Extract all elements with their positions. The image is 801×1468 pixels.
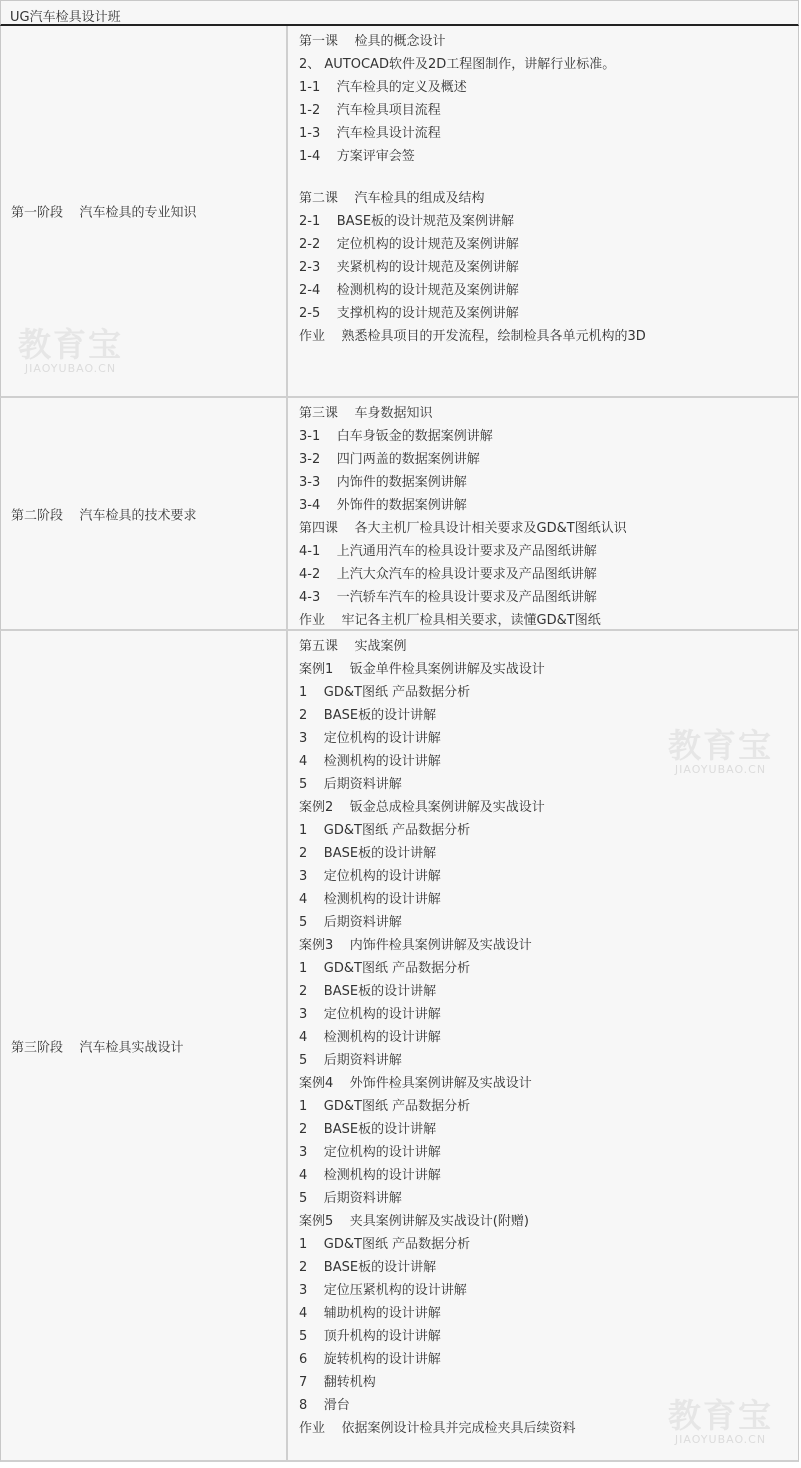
stage-label-cell xyxy=(1,631,288,1460)
stage-content xyxy=(299,402,794,632)
course-line: 4 检测机构的设计讲解 xyxy=(299,1030,441,1045)
course-line: 3-2 四门两盖的数据案例讲解 xyxy=(299,452,480,467)
course-line: 4-1 上汽通用汽车的检具设计要求及产品图纸讲解 xyxy=(299,544,597,559)
course-line: 1-3 汽车检具设计流程 xyxy=(299,126,441,141)
course-line: 2-5 支撑机构的设计规范及案例讲解 xyxy=(299,306,519,321)
course-line: 6 旋转机构的设计讲解 xyxy=(299,1352,441,1367)
course-line: 3 定位机构的设计讲解 xyxy=(299,1145,441,1160)
course-line: 1-1 汽车检具的定义及概述 xyxy=(299,80,467,95)
course-line: 2 BASE板的设计讲解 xyxy=(299,1260,437,1275)
stage-label: 第二阶段 汽车检具的技术要求 xyxy=(11,508,197,523)
course-line: 5 顶升机构的设计讲解 xyxy=(299,1329,441,1344)
course-line: 作业 牢记各主机厂检具相关要求，读懂GD&T图纸 xyxy=(299,613,601,628)
course-line: 2 BASE板的设计讲解 xyxy=(299,1122,437,1137)
course-line: 4 辅助机构的设计讲解 xyxy=(299,1306,441,1321)
stage-content xyxy=(299,635,794,1440)
stage-content xyxy=(299,30,794,348)
course-line: 作业 依据案例设计检具并完成检夹具后续资料 xyxy=(299,1421,576,1436)
course-line: 案例2 钣金总成检具案例讲解及实战设计 xyxy=(299,800,545,815)
table-title: UG汽车检具设计班 xyxy=(10,10,121,25)
course-line: 案例3 内饰件检具案例讲解及实战设计 xyxy=(299,938,532,953)
course-line: 8 滑台 xyxy=(299,1398,350,1413)
course-line: 3 定位机构的设计讲解 xyxy=(299,1007,441,1022)
stage-row-1 xyxy=(0,26,799,398)
course-line: 4-3 一汽轿车汽车的检具设计要求及产品图纸讲解 xyxy=(299,590,597,605)
course-line: 2-3 夹紧机构的设计规范及案例讲解 xyxy=(299,260,519,275)
course-line: 3 定位机构的设计讲解 xyxy=(299,869,441,884)
course-line: 第三课 车身数据知识 xyxy=(299,406,433,421)
course-line: 1-2 汽车检具项目流程 xyxy=(299,103,441,118)
course-line: 1 GD&T图纸 产品数据分析 xyxy=(299,961,471,976)
course-line: 第五课 实战案例 xyxy=(299,639,407,654)
course-line: 4 检测机构的设计讲解 xyxy=(299,754,441,769)
course-line: 2-1 BASE板的设计规范及案例讲解 xyxy=(299,214,515,229)
course-line: 7 翻转机构 xyxy=(299,1375,376,1390)
course-line: 案例4 外饰件检具案例讲解及实战设计 xyxy=(299,1076,532,1091)
course-line: 4-2 上汽大众汽车的检具设计要求及产品图纸讲解 xyxy=(299,567,597,582)
course-line: 1 GD&T图纸 产品数据分析 xyxy=(299,1237,471,1252)
course-line: 4 检测机构的设计讲解 xyxy=(299,892,441,907)
course-line: 第二课 汽车检具的组成及结构 xyxy=(299,191,485,206)
course-line: 2-4 检测机构的设计规范及案例讲解 xyxy=(299,283,519,298)
course-line: 2 BASE板的设计讲解 xyxy=(299,984,437,999)
stage-label: 第一阶段 汽车检具的专业知识 xyxy=(11,205,197,221)
stage-label-cell xyxy=(1,398,288,629)
course-line: 3 定位机构的设计讲解 xyxy=(299,731,441,746)
watermark-logo: 教育宝 JIAOYUBAO.CN xyxy=(668,726,773,776)
course-line: 3-3 内饰件的数据案例讲解 xyxy=(299,475,467,490)
course-line: 3 定位压紧机构的设计讲解 xyxy=(299,1283,467,1298)
course-line: 第一课 检具的概念设计 xyxy=(299,34,446,49)
course-line: 1 GD&T图纸 产品数据分析 xyxy=(299,823,471,838)
course-line: 案例5 夹具案例讲解及实战设计(附赠) xyxy=(299,1214,529,1229)
course-line: 5 后期资料讲解 xyxy=(299,777,402,792)
course-line: 案例1 钣金单件检具案例讲解及实战设计 xyxy=(299,662,545,677)
watermark-logo: 教育宝 JIAOYUBAO.CN xyxy=(18,325,123,375)
course-line: 2 BASE板的设计讲解 xyxy=(299,846,437,861)
stage-row-2 xyxy=(0,398,799,631)
table-title-row xyxy=(0,0,799,26)
course-line: 4 检测机构的设计讲解 xyxy=(299,1168,441,1183)
course-line: 3-4 外饰件的数据案例讲解 xyxy=(299,498,467,513)
course-line: 2、 AUTOCAD软件及2D工程图制作，讲解行业标准。 xyxy=(299,57,616,72)
course-line: 1-4 方案评审会签 xyxy=(299,149,415,164)
course-line: 3-1 白车身钣金的数据案例讲解 xyxy=(299,429,493,444)
line-gap xyxy=(299,168,794,187)
stage-label-cell xyxy=(1,26,288,396)
course-line: 2 BASE板的设计讲解 xyxy=(299,708,437,723)
course-line: 作业 熟悉检具项目的开发流程，绘制检具各单元机构的3D xyxy=(299,329,646,344)
watermark-logo: 教育宝 JIAOYUBAO.CN xyxy=(668,1396,773,1446)
course-line: 2-2 定位机构的设计规范及案例讲解 xyxy=(299,237,519,252)
course-line: 第四课 各大主机厂检具设计相关要求及GD&T图纸认识 xyxy=(299,521,627,536)
course-line: 5 后期资料讲解 xyxy=(299,1053,402,1068)
stage-label: 第三阶段 汽车检具实战设计 xyxy=(11,1040,184,1055)
stage-row-3 xyxy=(0,631,799,1462)
course-line: 1 GD&T图纸 产品数据分析 xyxy=(299,685,471,700)
course-line: 1 GD&T图纸 产品数据分析 xyxy=(299,1099,471,1114)
course-line: 5 后期资料讲解 xyxy=(299,1191,402,1206)
course-line: 5 后期资料讲解 xyxy=(299,915,402,930)
